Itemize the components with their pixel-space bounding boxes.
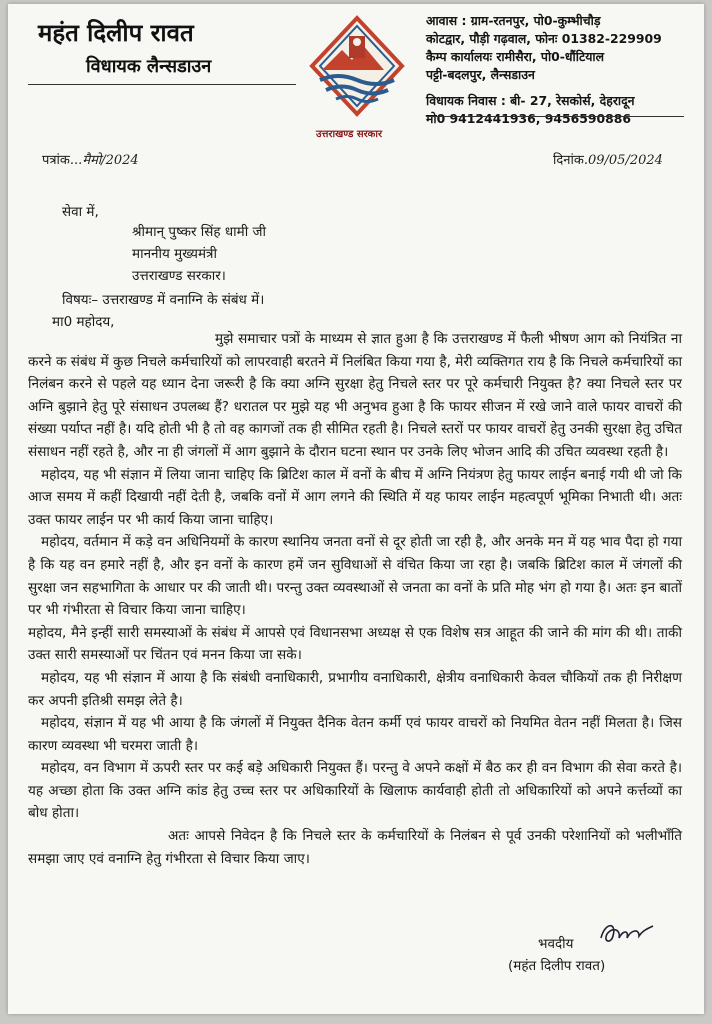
letter-body [28, 328, 682, 870]
body-paragraph: महोदय, वर्तमान में कड़े वन अधिनियमों के कारण स्थानिय जनता वनों से दूर होती जा रही है, और अनके मन में यह भाव पैदा हो गया है कि यह वन हमारे नहीं है, और इन वनों के कारण हमें जन सुविधाओं से वंचित किया जा रहा है। जबकि ब्रिटिश काल में जंगलों की सुरक्षा जन सहभागिता के आधार पर की जाती थी। परन्तु उक्त व्यवस्थाओं से जनता का वनों के प्रति मोह भंग हो गया है। अतः इन बातों पर भी गंभीरता से विचार किया जाना चाहिए। [28, 534, 682, 619]
recipient-office: उत्तराखण्ड सरकार। [132, 268, 226, 284]
letterhead-divider-left [28, 84, 296, 85]
residence-line: मो0 9412441936, 9456590886 [426, 111, 632, 126]
address-line: आवास : ग्राम-रतनपुर, पो0-कुम्भीचौड़ [426, 13, 601, 28]
recipient-name: श्रीमान् पुष्कर सिंह धामी जी [132, 224, 267, 240]
signatory-name: (महंत दिलीप रावत) [508, 958, 606, 974]
letterhead-name: महंत दिलीप रावत [38, 19, 194, 47]
body-paragraph: महोदय, मैने इन्हीं सारी समस्याओं के संबंध में आपसे एवं विधानसभा अध्यक्ष से एक विशेष सत्र आहूत की जाने की मांग की थी। ताकी उक्त सारी समस्याओं पर चिंतन एवं मनन किया जा सके। [28, 624, 682, 664]
recipient-intro: सेवा में, [62, 204, 99, 220]
address-line: कोटद्वार, पौड़ी गढ़वाल, फोनः 01382-229909 [426, 31, 662, 46]
date-value: .09/05/2024 [583, 153, 663, 168]
body-paragraph: महोदय, वन विभाग में ऊपरी स्तर पर कई बड़े अधिकारी नियुक्त हैं। परन्तु वे अपने कक्षों में बैठ कर ही वन विभाग की सेवा करते है। यह अच्छा होता कि उक्त अग्नि कांड हेतु उच्च स्तर पर अधिकारियों के खिलाफ कार्यवाही होती तो अधिकारियों को अपने कर्त्तव्यों का बोध होता। [28, 760, 682, 822]
letter-date [553, 150, 663, 168]
body-paragraph: अतः आपसे निवेदन है कि निचले स्तर के कर्मचारियों के निलंबन से पूर्व उनकी परेशानियों को भलीभाँति समझा जाए एवं वनाग्नि हेतु गंभीरता से विचार किया जाए। [28, 828, 682, 867]
subject-label: विषयः– [62, 292, 99, 308]
reference-label: पत्रांक [42, 153, 70, 168]
date-label: दिनांक [553, 153, 584, 168]
reference-value: ...मैमो/2024 [69, 153, 139, 168]
reference-number [42, 150, 139, 168]
uttarakhand-government-emblem-icon [298, 14, 416, 118]
body-paragraph: महोदय, यह भी संज्ञान में आया है कि संबंधी वनाधिकारी, प्रभागीय वनाधिकारी, क्षेत्रीय वनाधिकारी केवल चौकियों तक ही निरीक्षण कर अपनी इतिश्री समझ लेते है। [28, 669, 682, 709]
letterhead-designation: विधायक लैन्सडाउन [86, 56, 212, 77]
address-line: पट्टी-बदलपुर, लैन्सडाउन [426, 67, 535, 82]
body-paragraph: महोदय, संज्ञान में यह भी आया है कि जंगलों में नियुक्त दैनिक वेतन कर्मी एवं फायर वाचरों को नियमित वेतन नहीं मिलता है। जिस कारण व्यवस्था भी चरमरा जाती है। [28, 715, 682, 754]
subject-line [62, 290, 264, 308]
greeting: मा0 महोदय, [52, 314, 115, 330]
valediction: भवदीय [538, 936, 574, 952]
body-paragraph: मुझे समाचार पत्रों के माध्यम से ज्ञात हुआ है कि उत्तराखण्ड में फैली भीषण आग को नियंत्रित ना करने क संबंध में कुछ निचले कर्मचारियों को लापरवाही बरतने में निलंबित किया गया है, मेरी व्यक्तिगत राय है कि निचले कर्मचारियों का निलंबन करने से पहले यह ध्यान देना जरूरी है कि क्या अग्नि सुरक्षा हेतु निचले स्तर पर पूरे कर्मचारी नियुक्त है? क्या निचले स्तर पर अग्नि बुझाने हेतु पूरे संसाधन उपलब्ध हैं? धरातल पर मुझे यह भी अनुभव हुआ है कि फायर सीजन में रखे जाने वाले फायर वाचरों की संख्या पर्याप्त नहीं है। यदि होती भी है तो वह कागजों तक ही सीमित रहती है। निचले स्तरों पर फायर वाचरों हेतु उनकी सुरक्षा हेतु उचित संसाधन नहीं रहते है, और ना ही जंगलों में आग बुझाने के दौरान घटना स्थान पर उनके लिए भोजन आदि की उचित व्यवस्था रहती है। [28, 331, 682, 460]
address-line: कैम्प कार्यालयः रामीसैरा, पो0-धौंटियाल [426, 49, 605, 64]
recipient-title: माननीय मुख्यमंत्री [132, 246, 217, 262]
emblem-label: उत्तराखण्ड सरकार [316, 129, 383, 140]
letterhead-address [426, 12, 662, 128]
letterhead-divider-right [426, 116, 684, 117]
handwritten-signature-icon [595, 916, 657, 952]
residence-line: विधायक निवास : बी- 27, रेसकोर्स, देहरादून [426, 93, 635, 108]
letter-page [8, 4, 704, 1014]
body-paragraph: महोदय, यह भी संज्ञान में लिया जाना चाहिए कि ब्रिटिश काल में वनों के बीच में अग्नि नियंत्रण हेतु फायर लाईन बनाई गयी थी जो कि आज समय में कहीं दिखायी नहीं देती है, जबकि वनों में आग लगने की स्थिति में यह फायर लाईन महत्वपूर्ण भूमिका निभाती थी। अतः उक्त फायर लाईन पर भी कार्य किया जाना चाहिए। [28, 466, 682, 528]
subject-text: उत्तराखण्ड में वनाग्नि के संबंध में। [102, 292, 265, 308]
